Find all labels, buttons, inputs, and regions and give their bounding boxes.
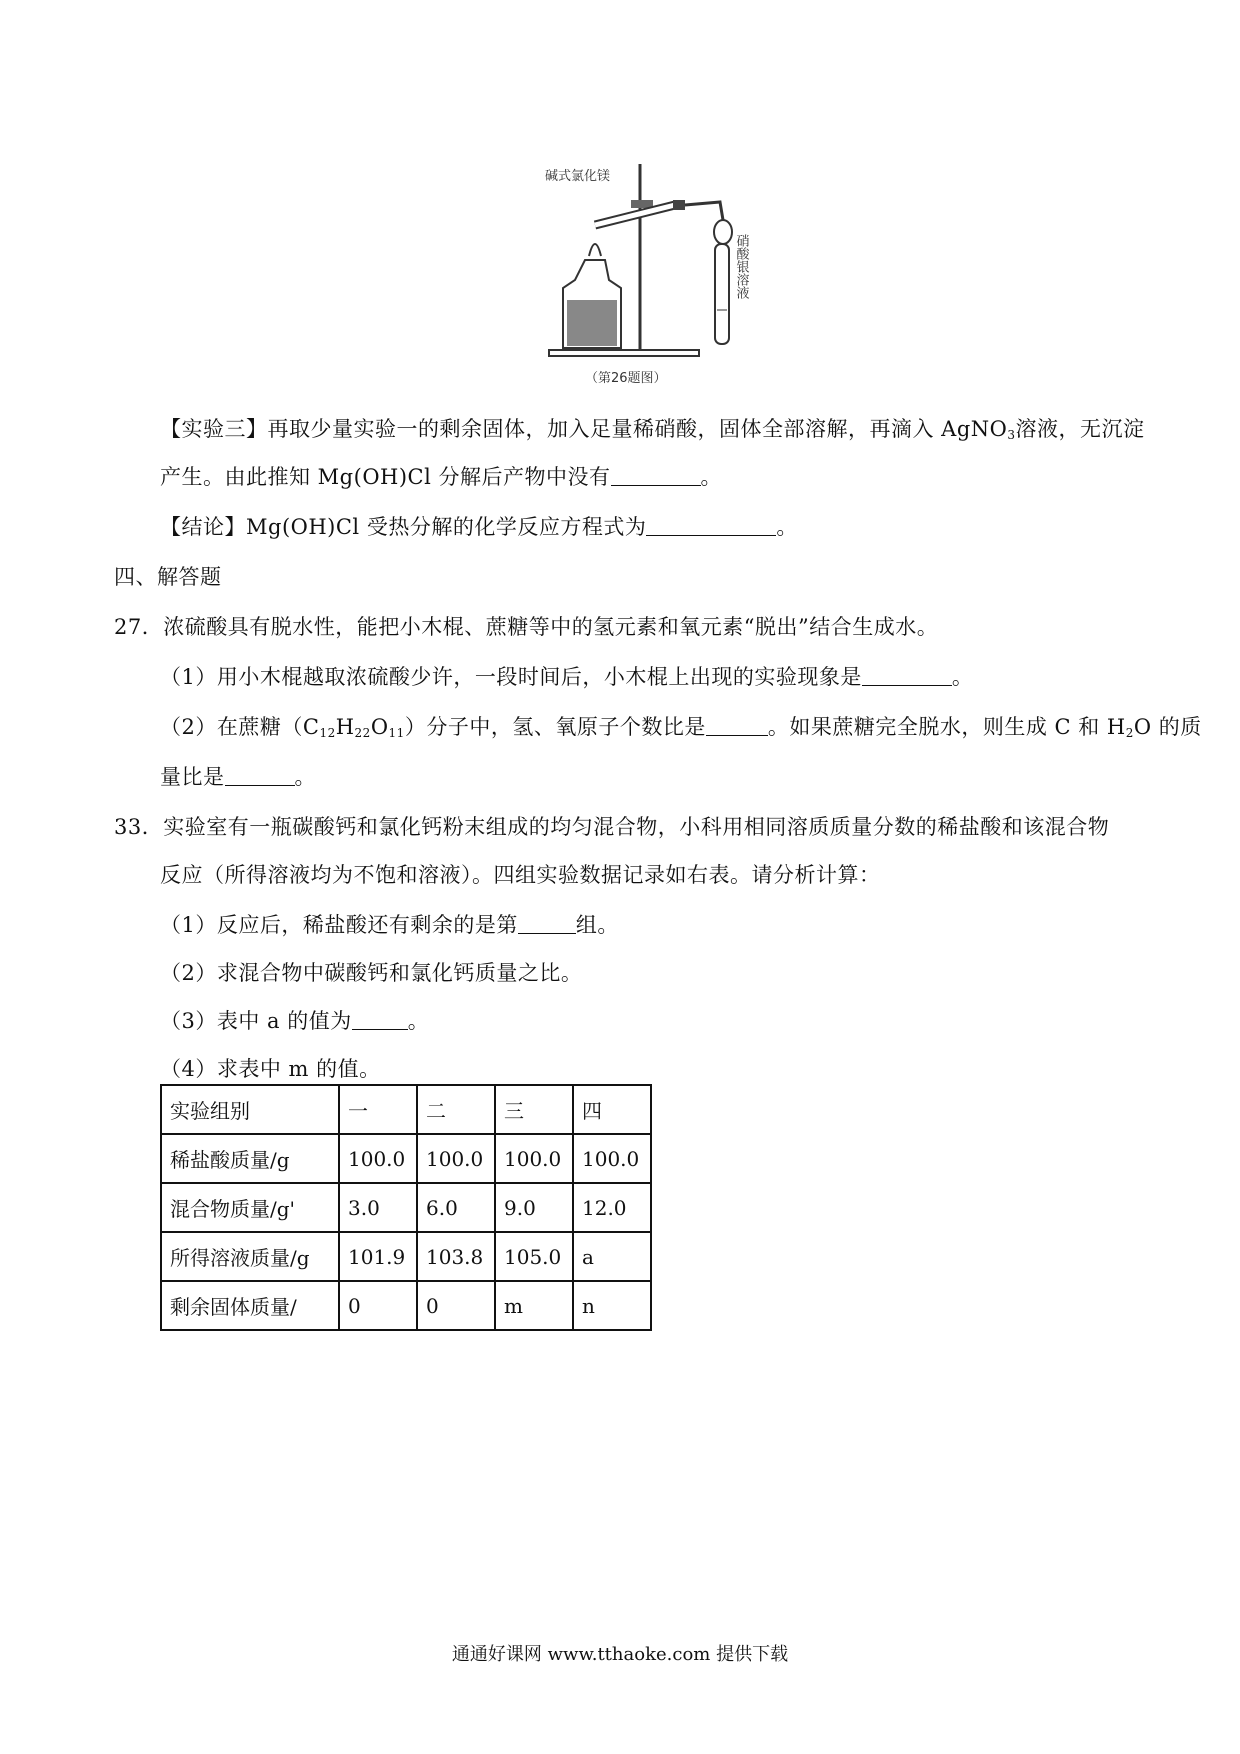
answer-blank[interactable] bbox=[611, 465, 701, 486]
table-cell: m bbox=[495, 1281, 573, 1330]
figure-label-side: 硝酸银溶液 bbox=[733, 234, 749, 299]
figure-label-top: 碱式氯化镁 bbox=[545, 169, 611, 184]
table-cell: 6.0 bbox=[417, 1183, 495, 1232]
answer-blank[interactable] bbox=[646, 515, 776, 536]
q27-p2-text: O bbox=[370, 715, 389, 739]
answer-blank[interactable] bbox=[706, 715, 768, 736]
q33-stem-2: 反应（所得溶液均为不饱和溶液）。四组实验数据记录如右表。请分析计算： bbox=[160, 863, 881, 887]
table-cell: 剩余固体质量/ bbox=[161, 1281, 339, 1330]
exp3-text-3: 产生。由此推知 Mg(OH)Cl 分解后产物中没有 bbox=[160, 465, 611, 489]
answer-blank[interactable] bbox=[225, 765, 295, 786]
table-cell: 105.0 bbox=[495, 1232, 573, 1281]
q33-stem-1: 33．实验室有一瓶碳酸钙和氯化钙粉末组成的均匀混合物，小科用相同溶质质量分数的稀盐酸和该混合物 bbox=[114, 815, 1110, 839]
table-row bbox=[161, 1281, 651, 1330]
table-cell: 103.8 bbox=[417, 1232, 495, 1281]
table-cell: 三 bbox=[495, 1085, 573, 1134]
exp3-line-2 bbox=[160, 462, 722, 492]
section-title: 四、解答题 bbox=[114, 565, 222, 589]
q33-p1-text: （1）反应后，稀盐酸还有剩余的是第 bbox=[160, 913, 518, 937]
q33-part-3 bbox=[160, 1006, 429, 1036]
conclusion-text-1: 【结论】Mg(OH)Cl 受热分解的化学反应方程式为 bbox=[160, 515, 647, 539]
table-cell: a bbox=[573, 1232, 651, 1281]
table-cell: 3.0 bbox=[339, 1183, 417, 1232]
exp3-text-1: 【实验三】再取少量实验一的剩余固体，加入足量稀硝酸，固体全部溶解，再滴入 AgNO bbox=[160, 417, 1008, 441]
exp3-text-2: 溶液，无沉淀 bbox=[1015, 417, 1145, 441]
table-cell: 9.0 bbox=[495, 1183, 573, 1232]
q33-part-2: （2）求混合物中碳酸钙和氯化钙质量之比。 bbox=[160, 961, 583, 985]
figure-caption: （第26题图） bbox=[585, 371, 667, 386]
conclusion-line bbox=[160, 512, 798, 542]
q33-part-4: （4）求表中 m 的值。 bbox=[160, 1057, 381, 1081]
q27-p2-text: 量比是 bbox=[160, 765, 225, 789]
table-row bbox=[161, 1232, 651, 1281]
q27-p2-text: 。如果蔗糖完全脱水，则生成 C 和 H bbox=[767, 715, 1126, 739]
table-cell: 100.0 bbox=[495, 1134, 573, 1183]
q27-p2-text: ）分子中，氢、氧原子个数比是 bbox=[404, 715, 706, 739]
subscript: 11 bbox=[388, 726, 405, 740]
table-cell: 12.0 bbox=[573, 1183, 651, 1232]
data-table bbox=[160, 1084, 652, 1331]
table-cell: 0 bbox=[417, 1281, 495, 1330]
q33-p1-end: 组。 bbox=[575, 913, 619, 937]
table-cell: 二 bbox=[417, 1085, 495, 1134]
subscript: 2 bbox=[1125, 726, 1134, 740]
table-cell: 四 bbox=[573, 1085, 651, 1134]
q27-p2-text: 。 bbox=[294, 765, 316, 789]
q27-p1-end: 。 bbox=[951, 665, 974, 689]
page-footer: 通通好课网 www.tthaoke.com 提供下载 bbox=[451, 1644, 789, 1665]
q27-part-1 bbox=[160, 662, 973, 692]
exp3-sub-1: 3 bbox=[1007, 428, 1016, 442]
table-cell: 100.0 bbox=[573, 1134, 651, 1183]
table-row bbox=[161, 1183, 651, 1232]
table-cell: 100.0 bbox=[339, 1134, 417, 1183]
table-cell: 稀盐酸质量/g bbox=[161, 1134, 339, 1183]
conclusion-text-2: 。 bbox=[776, 515, 798, 539]
table-row bbox=[161, 1085, 651, 1134]
q27-p2-text: （2）在蔗糖（C bbox=[160, 715, 320, 739]
table-cell: n bbox=[573, 1281, 651, 1330]
q33-p3-text: （3）表中 a 的值为 bbox=[160, 1009, 352, 1033]
answer-blank[interactable] bbox=[352, 1009, 408, 1030]
table-row bbox=[161, 1134, 651, 1183]
answer-blank[interactable] bbox=[518, 913, 576, 934]
q27-part-2-cont bbox=[160, 762, 316, 792]
table-cell: 100.0 bbox=[417, 1134, 495, 1183]
q33-p3-end: 。 bbox=[407, 1009, 430, 1033]
table-cell: 101.9 bbox=[339, 1232, 417, 1281]
q33-part-1 bbox=[160, 910, 619, 940]
table-cell: 一 bbox=[339, 1085, 417, 1134]
apparatus-figure bbox=[545, 160, 749, 390]
exp3-text-4: 。 bbox=[700, 465, 722, 489]
exp3-line-1 bbox=[160, 414, 1145, 450]
table-cell: 0 bbox=[339, 1281, 417, 1330]
subscript: 12 bbox=[319, 726, 336, 740]
subscript: 22 bbox=[354, 726, 371, 740]
apparatus-drawing bbox=[545, 160, 749, 390]
q27-stem: 27．浓硫酸具有脱水性，能把小木棍、蔗糖等中的氢元素和氧元素“脱出”结合生成水。 bbox=[114, 615, 939, 639]
q27-p2-text: O 的质 bbox=[1133, 715, 1202, 739]
answer-blank[interactable] bbox=[862, 665, 952, 686]
q27-part-2 bbox=[160, 712, 1202, 748]
table-cell: 混合物质量/g' bbox=[161, 1183, 339, 1232]
q27-p1-text: （1）用小木棍越取浓硫酸少许，一段时间后，小木棍上出现的实验现象是 bbox=[160, 665, 862, 689]
table-cell: 实验组别 bbox=[161, 1085, 339, 1134]
q27-p2-text: H bbox=[335, 715, 355, 739]
table-cell: 所得溶液质量/g bbox=[161, 1232, 339, 1281]
